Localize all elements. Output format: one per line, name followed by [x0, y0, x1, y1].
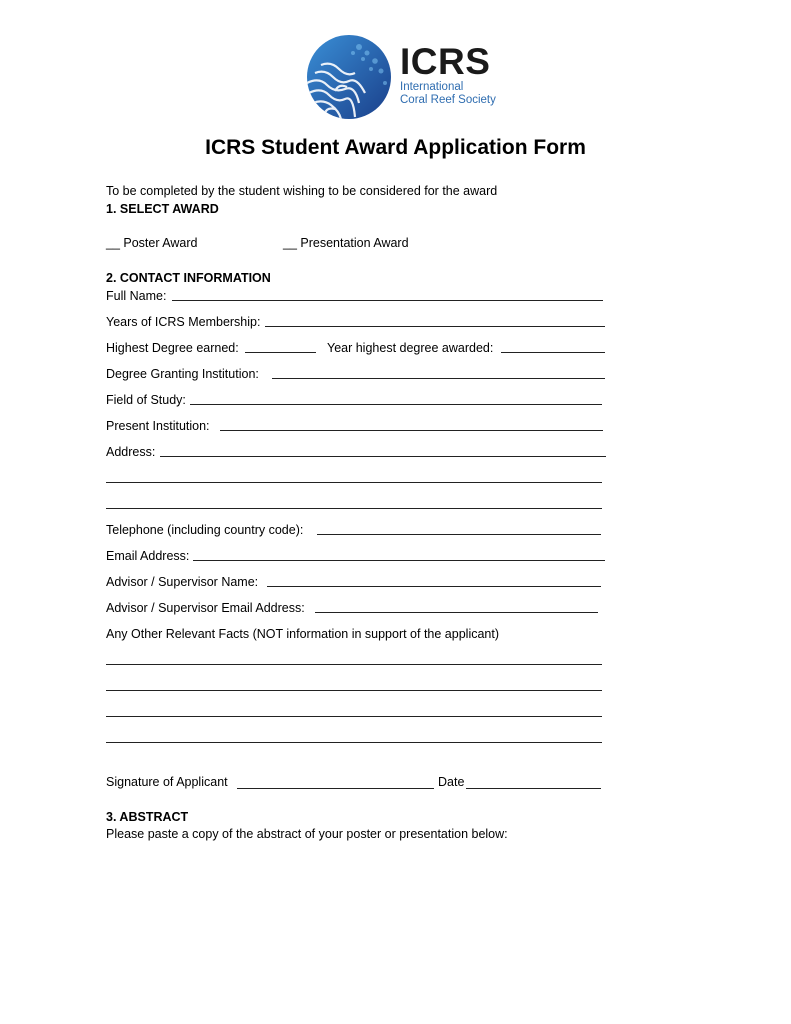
- email-label: Email Address:: [106, 549, 190, 563]
- advisor-email-field[interactable]: [315, 612, 598, 613]
- presentation-award-option[interactable]: __ Presentation Award: [283, 236, 409, 250]
- years-membership-label: Years of ICRS Membership:: [106, 315, 261, 329]
- degree-institution-field[interactable]: [272, 378, 605, 379]
- address-field-line-1[interactable]: [160, 456, 606, 457]
- logo-line-1: International: [400, 81, 464, 93]
- other-facts-line-2[interactable]: [106, 690, 602, 691]
- year-awarded-label: Year highest degree awarded:: [327, 341, 494, 355]
- full-name-field[interactable]: [172, 300, 603, 301]
- advisor-email-label: Advisor / Supervisor Email Address:: [106, 601, 305, 615]
- year-awarded-field[interactable]: [501, 352, 605, 353]
- highest-degree-field[interactable]: [245, 352, 316, 353]
- telephone-field[interactable]: [317, 534, 601, 535]
- poster-award-option[interactable]: __ Poster Award: [106, 236, 198, 250]
- icrs-logo: [305, 33, 505, 123]
- field-of-study-label: Field of Study:: [106, 393, 186, 407]
- section-1-heading: 1. SELECT AWARD: [106, 202, 219, 216]
- present-institution-field[interactable]: [220, 430, 603, 431]
- highest-degree-label: Highest Degree earned:: [106, 341, 239, 355]
- logo-wordmark: [400, 43, 496, 107]
- other-facts-line-3[interactable]: [106, 716, 602, 717]
- address-field-line-3[interactable]: [106, 508, 602, 509]
- abstract-instruction: Please paste a copy of the abstract of your poster or presentation below:: [106, 827, 508, 841]
- field-of-study-field[interactable]: [190, 404, 602, 405]
- address-label: Address:: [106, 445, 156, 459]
- advisor-name-label: Advisor / Supervisor Name:: [106, 575, 259, 589]
- date-label: Date: [438, 775, 465, 789]
- other-facts-line-1[interactable]: [106, 664, 602, 665]
- telephone-label: Telephone (including country code):: [106, 523, 304, 537]
- form-title: ICRS Student Award Application Form: [205, 136, 586, 159]
- intro-text: To be completed by the student wishing to be considered for the award: [106, 184, 498, 198]
- section-2-heading: 2. CONTACT INFORMATION: [106, 271, 271, 285]
- present-institution-label: Present Institution:: [106, 419, 210, 433]
- other-facts-line-4[interactable]: [106, 742, 602, 743]
- years-membership-field[interactable]: [265, 326, 605, 327]
- date-field[interactable]: [466, 788, 601, 789]
- advisor-name-field[interactable]: [267, 586, 601, 587]
- signature-label: Signature of Applicant: [106, 775, 228, 789]
- address-field-line-2[interactable]: [106, 482, 602, 483]
- other-facts-label: Any Other Relevant Facts (NOT information in support of the applicant): [106, 627, 500, 641]
- signature-field[interactable]: [237, 788, 434, 789]
- logo-acronym: ICRS: [400, 41, 491, 82]
- coral-reef-globe-icon: [305, 33, 393, 121]
- degree-institution-label: Degree Granting Institution:: [106, 367, 259, 381]
- full-name-label: Full Name:: [106, 289, 167, 303]
- section-3-heading: 3. ABSTRACT: [106, 810, 189, 824]
- email-field[interactable]: [193, 560, 605, 561]
- logo-line-2: Coral Reef Society: [400, 94, 496, 106]
